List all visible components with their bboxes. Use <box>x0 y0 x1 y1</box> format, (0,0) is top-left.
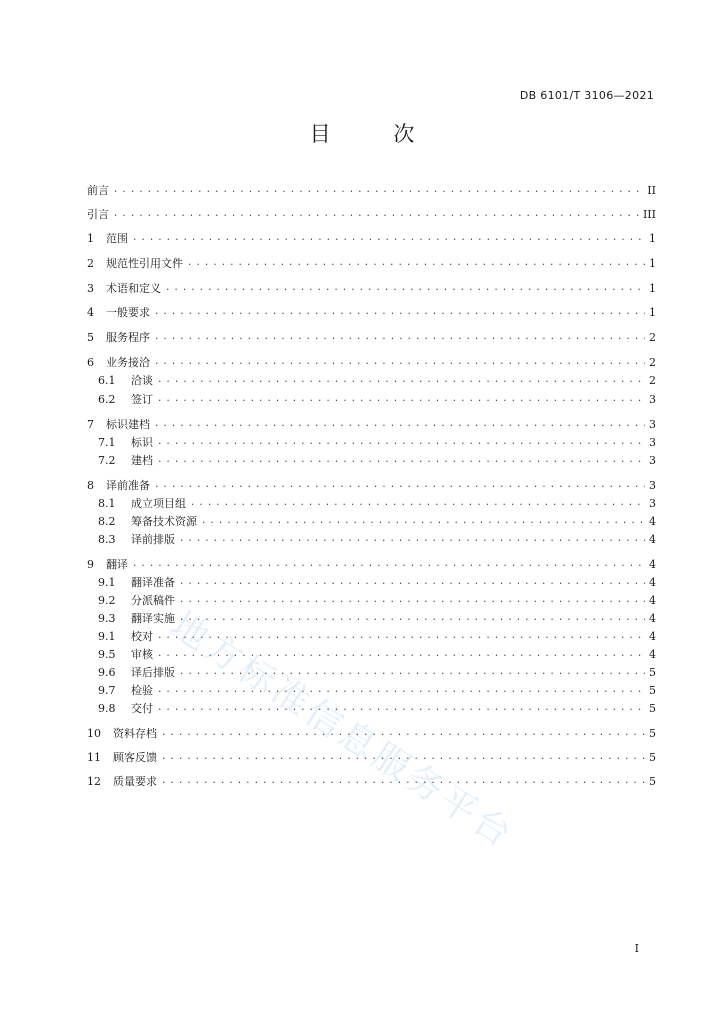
watermark: 地方标准信息服务平台 <box>163 604 522 857</box>
toc-entry[interactable] <box>87 591 656 609</box>
toc-entry[interactable] <box>87 681 656 699</box>
toc-dot-leader <box>132 233 645 243</box>
toc-entry[interactable] <box>87 699 656 717</box>
toc-entry[interactable] <box>87 390 656 408</box>
toc-entry[interactable] <box>87 279 656 297</box>
toc-entry-title: 翻译 <box>106 558 128 571</box>
toc-entry-page: 4 <box>649 629 656 643</box>
toc-entry-title: 规范性引用文件 <box>106 257 183 270</box>
toc-entry-number: 9 <box>87 557 94 571</box>
toc-entry-title: 成立项目组 <box>131 497 186 510</box>
toc-entry-page: 5 <box>649 701 656 715</box>
toc-dot-leader <box>154 332 645 342</box>
toc-entry-number: 9.6 <box>98 665 116 679</box>
toc-entry-page: II <box>647 183 656 197</box>
toc-dot-leader <box>157 394 645 404</box>
toc-entry-page: 4 <box>649 575 656 589</box>
toc-entry-number: 8.1 <box>98 496 116 510</box>
toc-entry-title: 审核 <box>131 648 153 661</box>
toc-entry-page: 3 <box>649 392 656 406</box>
toc-dot-leader <box>113 185 643 195</box>
toc-entry-title: 翻译准备 <box>131 576 175 589</box>
toc-entry-number: 10 <box>87 726 101 740</box>
toc-entry-number: 4 <box>87 305 94 319</box>
toc-entry-title: 一般要求 <box>106 306 150 319</box>
toc-entry-title: 范围 <box>106 232 128 245</box>
toc-entry-number: 8 <box>87 478 94 492</box>
toc-entry-title: 业务接洽 <box>106 356 150 369</box>
toc-dot-leader <box>132 559 645 569</box>
toc-entry-title: 校对 <box>131 630 153 643</box>
toc-entry[interactable] <box>87 573 656 591</box>
toc-entry-page: 1 <box>649 231 656 245</box>
toc-entry-page: 5 <box>649 665 656 679</box>
toc-dot-leader <box>154 480 645 490</box>
page-number: I <box>634 942 639 955</box>
toc-dot-leader <box>179 613 645 623</box>
toc-entry-page: 4 <box>649 532 656 546</box>
toc-entry-number: 9.7 <box>98 683 116 697</box>
toc-dot-leader <box>113 209 639 219</box>
toc-dot-leader <box>157 437 645 447</box>
toc-entry-number: 9.5 <box>98 647 116 661</box>
toc-entry[interactable] <box>87 353 656 371</box>
toc-entry-title: 服务程序 <box>106 331 150 344</box>
toc-entry-page: 4 <box>649 593 656 607</box>
toc-entry-page: 3 <box>649 453 656 467</box>
toc-entry-title: 译后排版 <box>131 666 175 679</box>
toc-entry-number: 7.1 <box>98 435 116 449</box>
toc-entry-title: 翻译实施 <box>131 612 175 625</box>
toc-entry[interactable] <box>87 512 656 530</box>
toc-dot-leader <box>179 577 645 587</box>
toc-entry-number: 6.2 <box>98 392 116 406</box>
toc-entry-page: 3 <box>649 496 656 510</box>
toc-dot-leader <box>179 595 645 605</box>
toc-entry-number: 9.1 <box>98 629 116 643</box>
toc-entry[interactable] <box>87 229 656 247</box>
toc-entry-title: 引言 <box>87 208 109 221</box>
toc-entry-number: 9.1 <box>98 575 116 589</box>
toc-entry[interactable] <box>87 181 656 199</box>
toc-entry-page: 2 <box>649 330 656 344</box>
toc-entry-page: 4 <box>649 611 656 625</box>
toc-entry-title: 顾客反馈 <box>113 751 157 764</box>
toc-entry-title: 交付 <box>131 702 153 715</box>
toc-entry-page: 4 <box>649 647 656 661</box>
toc-entry[interactable] <box>87 433 656 451</box>
toc-entry[interactable] <box>87 555 656 573</box>
toc-entry-title: 质量要求 <box>113 775 157 788</box>
toc-entry-number: 7 <box>87 417 94 431</box>
toc-entry-number: 5 <box>87 330 94 344</box>
toc-entry-page: 5 <box>649 750 656 764</box>
toc-entry[interactable] <box>87 476 656 494</box>
toc-entry-page: 3 <box>649 417 656 431</box>
toc-entry-page: 2 <box>649 373 656 387</box>
toc-entry[interactable] <box>87 494 656 512</box>
toc-entry-number: 1 <box>87 231 94 245</box>
page-title: 目 次 <box>309 122 443 146</box>
toc-entry[interactable] <box>87 663 656 681</box>
toc-entry-number: 6.1 <box>98 373 116 387</box>
toc-dot-leader <box>190 498 645 508</box>
toc-dot-leader <box>201 516 645 526</box>
toc-entry-number: 7.2 <box>98 453 116 467</box>
toc-entry[interactable] <box>87 303 656 321</box>
toc-dot-leader <box>187 258 645 268</box>
toc-entry-page: 1 <box>649 256 656 270</box>
toc-dot-leader <box>154 357 645 367</box>
toc-entry-number: 8.2 <box>98 514 116 528</box>
toc-dot-leader <box>179 534 645 544</box>
toc-entry-title: 前言 <box>87 184 109 197</box>
document-code: DB 6101/T 3106—2021 <box>519 89 654 102</box>
toc-entry-page: 4 <box>649 514 656 528</box>
toc-entry-number: 2 <box>87 256 94 270</box>
toc-entry-number: 9.3 <box>98 611 116 625</box>
toc-entry-page: 2 <box>649 355 656 369</box>
toc-entry-page: 4 <box>649 557 656 571</box>
toc-entry-number: 3 <box>87 281 94 295</box>
toc-entry-title: 译前准备 <box>106 479 150 492</box>
toc-entry-number: 6 <box>87 355 94 369</box>
toc-entry-number: 9.2 <box>98 593 116 607</box>
toc-entry[interactable] <box>87 254 656 272</box>
toc-dot-leader <box>165 283 645 293</box>
toc-entry-page: 1 <box>649 281 656 295</box>
toc-dot-leader <box>157 375 645 385</box>
toc-dot-leader <box>157 703 645 713</box>
toc-entry-page: 3 <box>649 435 656 449</box>
toc-entry-title: 检验 <box>131 684 153 697</box>
toc-entry-number: 12 <box>87 774 101 788</box>
toc-entry-title: 标识建档 <box>106 418 150 431</box>
toc-entry[interactable] <box>87 205 656 223</box>
toc-entry-page: 5 <box>649 726 656 740</box>
toc-dot-leader <box>154 307 645 317</box>
toc-entry-page: 1 <box>649 305 656 319</box>
toc-dot-leader <box>157 455 645 465</box>
toc-entry-title: 资料存档 <box>113 727 157 740</box>
toc-entry-title: 签订 <box>131 393 153 406</box>
toc-dot-leader <box>154 419 645 429</box>
toc-entry-page: 5 <box>649 774 656 788</box>
toc-dot-leader <box>157 685 645 695</box>
toc-entry-page: III <box>642 207 656 221</box>
toc-entry-number: 8.3 <box>98 532 116 546</box>
toc-entry-title: 译前排版 <box>131 533 175 546</box>
toc-entry-page: 3 <box>649 478 656 492</box>
toc-entry[interactable] <box>87 371 656 389</box>
toc-entry-title: 洽谈 <box>131 374 153 387</box>
toc-entry-title: 分派稿件 <box>131 594 175 607</box>
toc-entry[interactable] <box>87 415 656 433</box>
toc-entry-title: 标识 <box>131 436 153 449</box>
toc-entry-title: 术语和定义 <box>106 282 161 295</box>
toc-entry-title: 建档 <box>131 454 153 467</box>
toc-entry-title: 筹备技术资源 <box>131 515 197 528</box>
toc-entry[interactable] <box>87 530 656 548</box>
toc-entry[interactable] <box>87 451 656 469</box>
toc-entry[interactable] <box>87 328 656 346</box>
toc-entry-page: 5 <box>649 683 656 697</box>
toc-entry-number: 11 <box>87 750 101 764</box>
toc-entry-number: 9.8 <box>98 701 116 715</box>
